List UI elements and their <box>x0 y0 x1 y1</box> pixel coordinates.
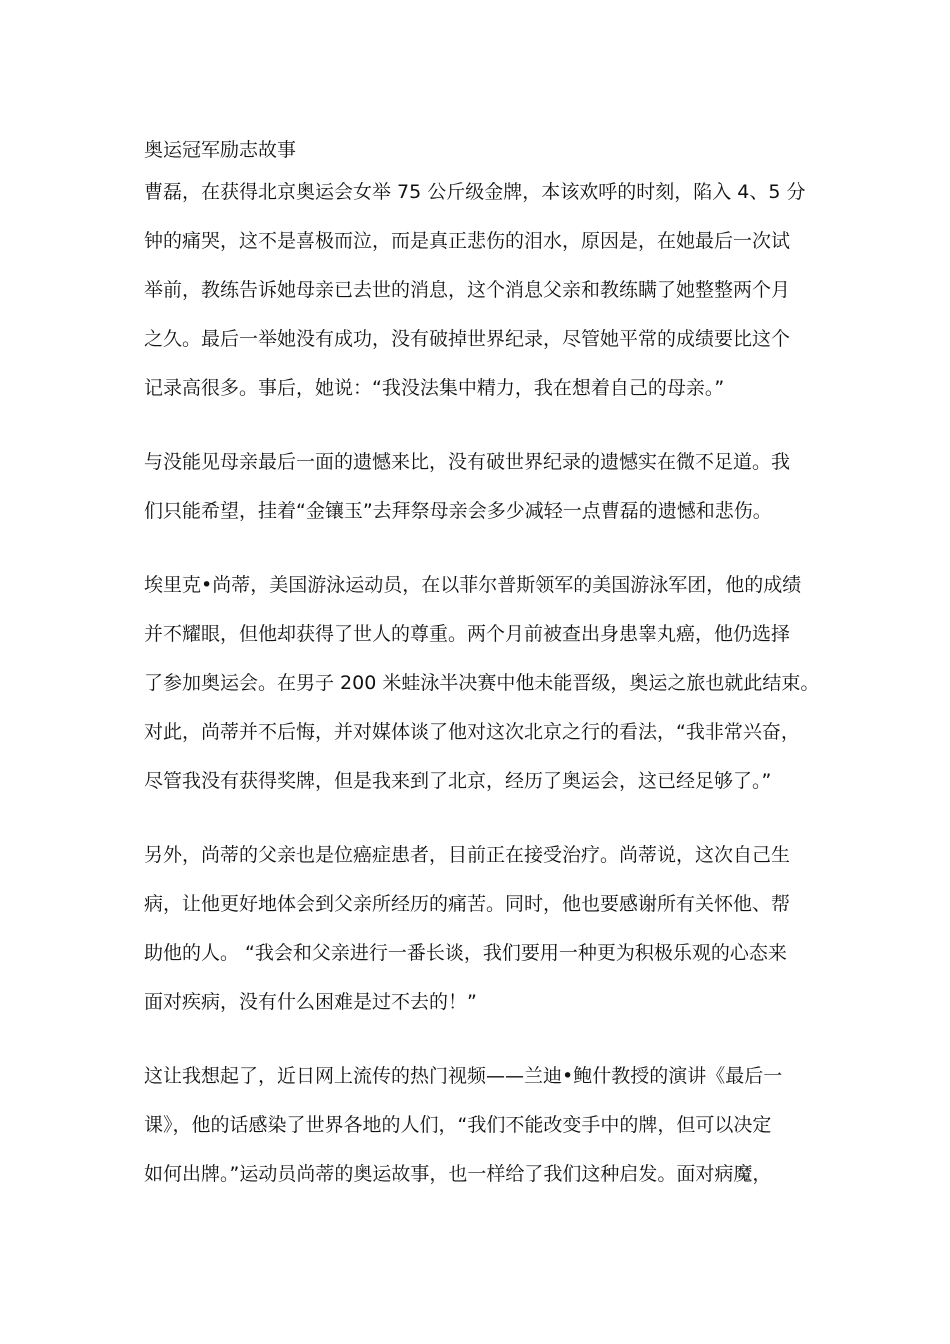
text-line: 钟的痛哭，这不是喜极而泣，而是真正悲伤的泪水，原因是，在她最后一次试 <box>144 230 791 252</box>
text-line: 了参加奥运会。在男子 200 米蛙泳半决赛中他未能晋级，奥运之旅也就此结束。 <box>144 672 820 694</box>
text-line: 尽管我没有获得奖牌，但是我来到了北京，经历了奥运会，这已经足够了。” <box>144 770 772 792</box>
text-line: 如何出牌。”运动员尚蒂的奥运故事，也一样给了我们这种启发。面对病魔， <box>144 1163 772 1185</box>
text-line: 与没能见母亲最后一面的遗憾来比，没有破世界纪录的遗憾实在微不足道。我 <box>144 451 791 473</box>
text-line: 们只能希望，挂着“金镶玉”去拜祭母亲会多少减轻一点曹磊的遗憾和悲伤。 <box>144 500 772 522</box>
paragraph-4 <box>144 831 810 1027</box>
paragraph-2 <box>144 438 810 536</box>
text-line: 另外，尚蒂的父亲也是位癌症患者，目前正在接受治疗。尚蒂说，这次自己生 <box>144 844 791 866</box>
text-line: 举前，教练告诉她母亲已去世的消息，这个消息父亲和教练瞒了她整整两个月 <box>144 279 791 301</box>
text-line: 记录高很多。事后，她说：“我没法集中精力，我在想着自己的母亲。” <box>144 377 725 399</box>
text-line: 曹磊，在获得北京奥运会女举 75 公斤级金牌，本该欢呼的时刻，陷入 4、5 分 <box>144 181 806 203</box>
text-line: 之久。最后一举她没有成功，没有破掉世界纪录，尽管她平常的成绩要比这个 <box>144 328 791 350</box>
text-line: 并不耀眼，但他却获得了世人的尊重。两个月前被查出身患睾丸癌，他仍选择 <box>144 623 791 645</box>
text-line: 病，让他更好地体会到父亲所经历的痛苦。同时，他也要感谢所有关怀他、帮 <box>144 893 791 915</box>
paragraph-3 <box>144 561 820 806</box>
text-line: 这让我想起了，近日网上流传的热门视频——兰迪•鲍什教授的演讲《最后一 <box>144 1065 783 1087</box>
text-line: 对此，尚蒂并不后悔，并对媒体谈了他对这次北京之行的看法，“我非常兴奋， <box>144 721 800 743</box>
paragraph-5 <box>144 1052 810 1199</box>
paragraph-1 <box>144 168 810 413</box>
text-line: 助他的人。 “我会和父亲进行一番长谈，我们要用一种更为积极乐观的心态来 <box>144 942 787 964</box>
text-line: 课》，他的话感染了世界各地的人们，“我们不能改变手中的牌，但可以决定 <box>144 1114 772 1136</box>
document-title: 奥运冠军励志故事 <box>144 139 297 161</box>
document-body <box>144 132 820 1224</box>
text-line: 埃里克•尚蒂，美国游泳运动员，在以菲尔普斯领军的美国游泳军团，他的成绩 <box>144 574 802 596</box>
text-line: 面对疾病，没有什么困难是过不去的！” <box>144 991 477 1013</box>
